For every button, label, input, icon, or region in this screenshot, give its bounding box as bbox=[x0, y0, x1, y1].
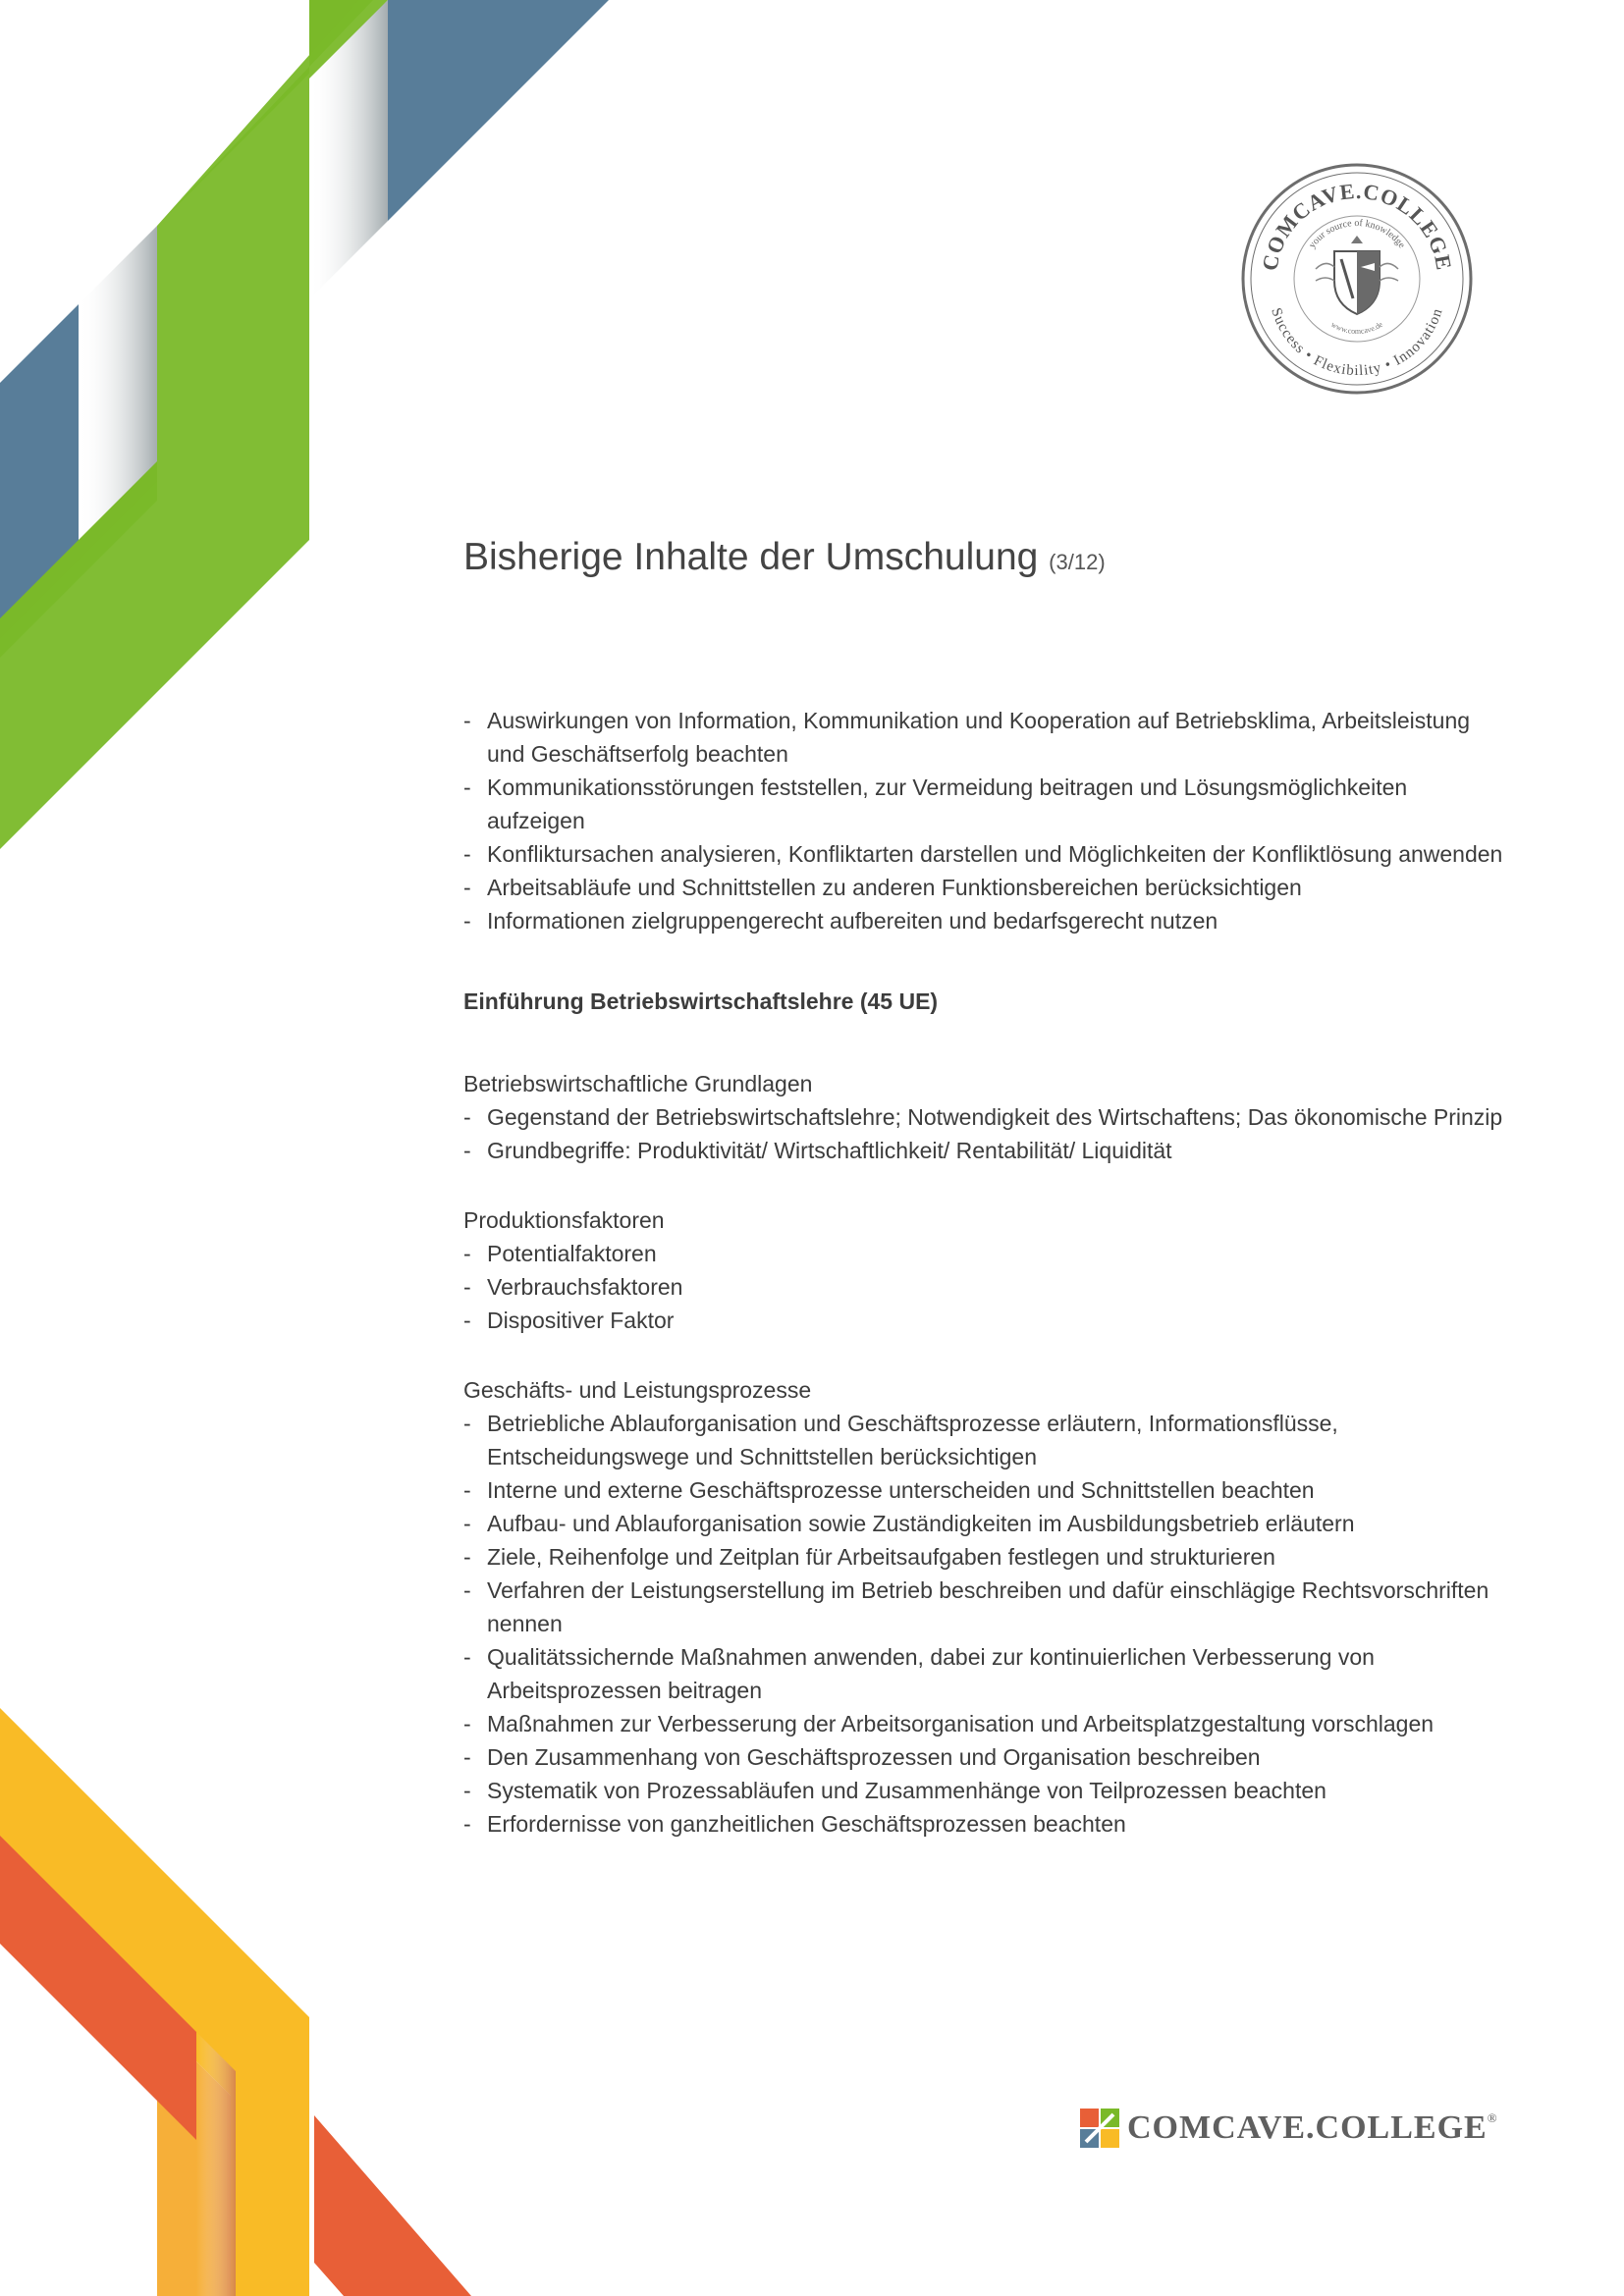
list-item: - Informationen zielgruppengerecht aufbereiten und bedarfsgerecht nutzen bbox=[463, 904, 1504, 937]
subsection-list bbox=[463, 1100, 1504, 1167]
page-title-text: Bisherige Inhalte der Umschulung bbox=[463, 536, 1039, 578]
logo-wordmark: COMCAVE.COLLEGE bbox=[1127, 2109, 1488, 2146]
orange-band-shape bbox=[0, 1836, 196, 2140]
subsection-heading: Geschäfts- und Leistungsprozesse bbox=[463, 1377, 812, 1403]
footer-logo bbox=[1080, 2109, 1497, 2148]
subsection-heading: Produktionsfaktoren bbox=[463, 1207, 665, 1233]
list-item: - Ziele, Reihenfolge und Zeitplan für Arbeitsaufgaben festlegen und strukturieren bbox=[463, 1540, 1504, 1574]
list-item: - Den Zusammenhang von Geschäftsprozessen und Organisation beschreiben bbox=[463, 1740, 1504, 1774]
subsection-list bbox=[463, 1407, 1504, 1841]
list-item: - Verfahren der Leistungserstellung im Betrieb beschreiben und dafür einschlägige Rechtsvorschriften nennen bbox=[463, 1574, 1504, 1640]
seal-tagline: your source of knowledge bbox=[1307, 217, 1407, 251]
yellow-band-lower-shape bbox=[157, 2022, 231, 2296]
registered-mark: ® bbox=[1487, 2110, 1497, 2125]
list-item: - Gegenstand der Betriebswirtschaftslehre; Notwendigkeit des Wirtschaftens; Das ökonomische Prinzip bbox=[463, 1100, 1504, 1134]
subsection-heading: Betriebswirtschaftliche Grundlagen bbox=[463, 1071, 813, 1096]
list-item: - Grundbegriffe: Produktivität/ Wirtschaftlichkeit/ Rentabilität/ Liquidität bbox=[463, 1134, 1504, 1167]
page-title bbox=[463, 530, 1504, 590]
subsection-list bbox=[463, 1237, 1504, 1337]
document-content bbox=[463, 530, 1504, 1841]
yellow-band-shape bbox=[0, 1708, 309, 2296]
section-heading: Einführung Betriebswirtschaftslehre (45 UE) bbox=[463, 988, 939, 1014]
list-item: - Potentialfaktoren bbox=[463, 1237, 1504, 1270]
grey-strip-shape bbox=[79, 226, 157, 550]
seal-bottom-text: Success • Flexibility • Innovation bbox=[1268, 305, 1446, 380]
list-item: - Kommunikationsstörungen feststellen, zur Vermeidung beitragen und Lösungsmöglichkeiten aufzeigen bbox=[463, 771, 1504, 837]
page-counter: (3/12) bbox=[1049, 550, 1106, 574]
grey-strip-upper-shape bbox=[309, 0, 388, 299]
orange-band-lower-shape bbox=[314, 2115, 471, 2296]
list-item: - Betriebliche Ablauforganisation und Geschäftsprozesse erläutern, Informationsflüsse, Entscheidungswege und Schnittstellen berücksichtigen bbox=[463, 1407, 1504, 1473]
orange-strip-shape bbox=[196, 2032, 236, 2296]
list-item: - Systematik von Prozessabläufen und Zusammenhänge von Teilprozessen beachten bbox=[463, 1774, 1504, 1807]
green-band-main-shape bbox=[0, 0, 388, 849]
list-item: - Arbeitsabläufe und Schnittstellen zu anderen Funktionsbereichen berücksichtigen bbox=[463, 871, 1504, 904]
intro-bullet-list bbox=[463, 704, 1504, 937]
green-band-shape bbox=[0, 0, 373, 658]
college-seal bbox=[1239, 161, 1475, 397]
list-item: - Auswirkungen von Information, Kommunikation und Kooperation auf Betriebsklima, Arbeitsleistung und Geschäftserfolg beachten bbox=[463, 704, 1504, 771]
list-item: - Dispositiver Faktor bbox=[463, 1304, 1504, 1337]
list-item: - Maßnahmen zur Verbesserung der Arbeitsorganisation und Arbeitsplatzgestaltung vorschlagen bbox=[463, 1707, 1504, 1740]
seal-website: www.comcave.de bbox=[1329, 319, 1384, 337]
list-item: - Verbrauchsfaktoren bbox=[463, 1270, 1504, 1304]
list-item: - Qualitätssichernde Maßnahmen anwenden, dabei zur kontinuierlichen Verbesserung von Arbeitsprozessen beitragen bbox=[463, 1640, 1504, 1707]
seal-top-text: COMCAVE.COLLEGE bbox=[1257, 178, 1457, 273]
list-item: - Erfordernisse von ganzheitlichen Geschäftsprozessen beachten bbox=[463, 1807, 1504, 1841]
logo-mark-icon bbox=[1080, 2109, 1119, 2148]
list-item: - Interne und externe Geschäftsprozesse unterscheiden und Schnittstellen beachten bbox=[463, 1473, 1504, 1507]
list-item: - Konfliktursachen analysieren, Konfliktarten darstellen und Möglichkeiten der Konfliktlösung anwenden bbox=[463, 837, 1504, 871]
list-item: - Aufbau- und Ablauforganisation sowie Zuständigkeiten im Ausbildungsbetrieb erläutern bbox=[463, 1507, 1504, 1540]
blue-band-shape bbox=[0, 304, 79, 628]
blue-band-upper-shape bbox=[388, 0, 609, 221]
